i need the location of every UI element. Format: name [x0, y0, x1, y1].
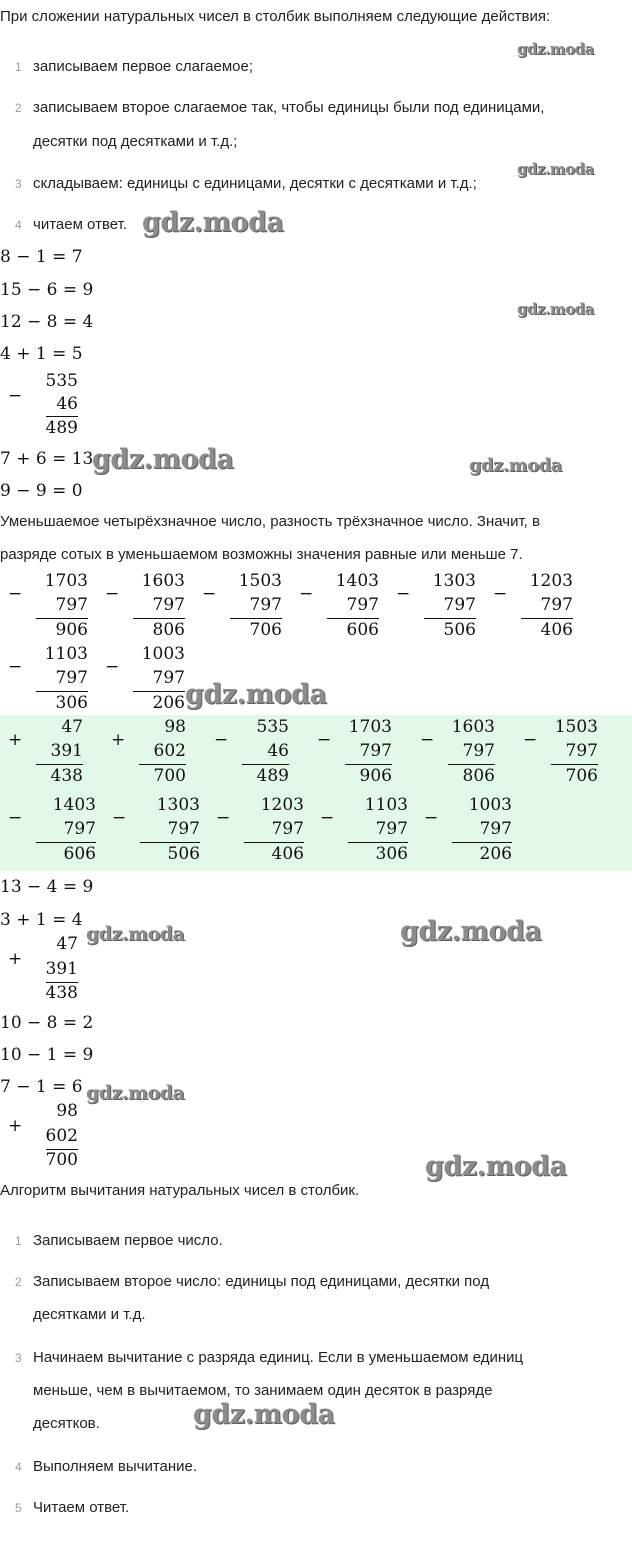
operand-bottom: 602	[45, 1126, 78, 1146]
operand-bottom: 797	[249, 595, 282, 615]
column-subtraction	[493, 572, 573, 644]
column-subtraction	[299, 572, 379, 644]
watermark: gdz.moda	[193, 1399, 335, 1430]
result: 806	[462, 766, 495, 786]
column-subtraction	[105, 572, 185, 644]
column-subtraction	[8, 796, 96, 868]
operand-bottom: 797	[565, 741, 598, 761]
step-text-continued: меньше, чем в вычитаемом, то занимаем один десяток в разряде	[33, 1382, 493, 1399]
column-addition	[8, 1102, 78, 1172]
result-line	[230, 618, 282, 619]
result-line	[36, 842, 96, 843]
operand-top: 1603	[141, 571, 185, 591]
equation: 12 − 8 = 4	[0, 312, 94, 332]
operator-sign: +	[8, 1116, 23, 1136]
operand-bottom: 46	[267, 741, 289, 761]
result: 306	[375, 844, 408, 864]
result: 506	[443, 620, 476, 640]
operand-top: 1003	[468, 795, 512, 815]
result: 506	[167, 844, 200, 864]
result-line	[521, 618, 573, 619]
watermark: gdz.moda	[517, 40, 594, 58]
column-subtraction	[8, 645, 88, 717]
operand-bottom: 797	[346, 595, 379, 615]
operand-top: 1703	[348, 717, 392, 737]
operand-bottom: 797	[63, 819, 96, 839]
operand-top: 1303	[156, 795, 200, 815]
result: 489	[45, 418, 78, 438]
operand-top: 535	[256, 717, 289, 737]
result-line	[133, 691, 185, 692]
operator-sign: −	[420, 730, 435, 750]
column-subtraction	[320, 796, 408, 868]
step-number: 2	[15, 1275, 22, 1289]
operator-sign: −	[320, 808, 335, 828]
column-addition	[8, 718, 83, 790]
explanation-text: Уменьшаемое четырёхзначное число, разность трёхзначное число. Значит, в	[0, 513, 540, 530]
operator-sign: −	[8, 657, 23, 677]
operand-top: 1103	[44, 644, 88, 664]
operand-top: 1403	[335, 571, 379, 591]
result: 406	[540, 620, 573, 640]
equation: 10 − 8 = 2	[0, 1013, 94, 1033]
operand-bottom: 797	[167, 819, 200, 839]
result: 206	[152, 693, 185, 713]
operand-bottom: 602	[153, 741, 186, 761]
operand-top: 47	[56, 934, 78, 954]
operator-sign: −	[396, 584, 411, 604]
result-line	[140, 842, 200, 843]
result: 906	[55, 620, 88, 640]
operator-sign: −	[8, 386, 23, 406]
column-addition	[8, 935, 78, 1005]
equation: 10 − 1 = 9	[0, 1045, 94, 1065]
operator-sign: −	[105, 657, 120, 677]
equation: 7 − 1 = 6	[0, 1077, 83, 1097]
operand-bottom: 797	[462, 741, 495, 761]
result: 700	[153, 766, 186, 786]
operator-sign: +	[8, 949, 23, 969]
result: 438	[50, 766, 83, 786]
equation: 4 + 1 = 5	[0, 344, 83, 364]
result: 206	[479, 844, 512, 864]
equation: 15 − 6 = 9	[0, 280, 94, 300]
operand-bottom: 46	[56, 394, 78, 414]
step-number: 1	[15, 60, 22, 74]
operand-bottom: 391	[50, 741, 83, 761]
operand-top: 1403	[52, 795, 96, 815]
operand-top: 1503	[554, 717, 598, 737]
equation: 3 + 1 = 4	[0, 910, 83, 930]
operator-sign: −	[523, 730, 538, 750]
step-text-continued: десятками и т.д.	[33, 1306, 146, 1323]
operand-top: 1203	[260, 795, 304, 815]
explanation-text: разряде сотых в уменьшаемом возможны значения равные или меньше 7.	[0, 546, 523, 563]
column-subtraction	[202, 572, 282, 644]
operand-top: 47	[61, 717, 83, 737]
operand-bottom: 797	[443, 595, 476, 615]
step-text: Начинаем вычитание с разряда единиц. Если в уменьшаемом единиц	[33, 1349, 524, 1366]
result-line	[424, 618, 476, 619]
column-subtraction	[112, 796, 200, 868]
result-line	[36, 618, 88, 619]
operand-top: 98	[164, 717, 186, 737]
step-number: 5	[15, 1501, 22, 1515]
step-text: Записываем второе число: единицы под единицами, десятки под	[33, 1273, 490, 1290]
step-number: 4	[15, 218, 22, 232]
result: 406	[271, 844, 304, 864]
result-line	[139, 764, 186, 765]
operand-top: 535	[45, 371, 78, 391]
step-number: 3	[15, 1351, 22, 1365]
operand-bottom: 797	[152, 668, 185, 688]
step-text: записываем первое слагаемое;	[33, 58, 254, 75]
column-subtraction	[317, 718, 392, 790]
step-number: 1	[15, 1234, 22, 1248]
column-subtraction	[8, 572, 88, 644]
result-line	[452, 842, 512, 843]
step-text-continued: десятков.	[33, 1415, 100, 1432]
column-subtraction	[424, 796, 512, 868]
result: 706	[249, 620, 282, 640]
watermark: gdz.moda	[142, 207, 284, 238]
operand-top: 1603	[451, 717, 495, 737]
watermark: gdz.moda	[86, 1082, 185, 1104]
operand-bottom: 797	[55, 595, 88, 615]
result: 700	[45, 1150, 78, 1170]
column-subtraction	[396, 572, 476, 644]
result-line	[327, 618, 379, 619]
result-line	[133, 618, 185, 619]
column-subtraction	[523, 718, 598, 790]
step-number: 3	[15, 177, 22, 191]
step-text: читаем ответ.	[33, 216, 127, 233]
step-number: 4	[15, 1460, 22, 1474]
result-line	[46, 416, 78, 417]
step-text-continued: десятки под десятками и т.д.;	[33, 133, 238, 150]
operand-top: 98	[56, 1101, 78, 1121]
result: 806	[152, 620, 185, 640]
operator-sign: −	[493, 584, 508, 604]
operand-bottom: 391	[45, 959, 78, 979]
step-text: записываем второе слагаемое так, чтобы единицы были под единицами,	[33, 99, 545, 116]
operand-bottom: 797	[152, 595, 185, 615]
operand-top: 1303	[432, 571, 476, 591]
operand-bottom: 797	[271, 819, 304, 839]
operand-top: 1203	[529, 571, 573, 591]
algorithm-title: Алгоритм вычитания натуральных чисел в столбик.	[0, 1182, 360, 1199]
watermark: gdz.moda	[92, 444, 234, 475]
operand-bottom: 797	[55, 668, 88, 688]
watermark: gdz.moda	[517, 160, 594, 178]
watermark: gdz.moda	[425, 1151, 567, 1182]
result-line	[448, 764, 495, 765]
result: 706	[565, 766, 598, 786]
operand-top: 1503	[238, 571, 282, 591]
operand-bottom: 797	[375, 819, 408, 839]
operand-bottom: 797	[540, 595, 573, 615]
result: 438	[45, 983, 78, 1003]
watermark: gdz.moda	[185, 679, 327, 710]
watermark: gdz.moda	[517, 300, 594, 318]
column-subtraction	[8, 370, 78, 440]
intro-text: При сложении натуральных чисел в столбик выполняем следующие действия:	[0, 8, 551, 25]
result: 606	[346, 620, 379, 640]
operator-sign: −	[299, 584, 314, 604]
operator-sign: −	[424, 808, 439, 828]
column-subtraction	[216, 796, 304, 868]
operator-sign: −	[317, 730, 332, 750]
result-line	[345, 764, 392, 765]
step-text: Записываем первое число.	[33, 1232, 223, 1249]
result-line	[348, 842, 408, 843]
result: 906	[359, 766, 392, 786]
step-number: 2	[15, 101, 22, 115]
step-text: Читаем ответ.	[33, 1499, 130, 1516]
operator-sign: +	[111, 730, 126, 750]
step-text: складываем: единицы с единицами, десятки с десятками и т.д.;	[33, 175, 477, 192]
equation: 8 − 1 = 7	[0, 247, 83, 267]
equation: 13 − 4 = 9	[0, 877, 94, 897]
operand-bottom: 797	[479, 819, 512, 839]
watermark: gdz.moda	[400, 916, 542, 947]
column-subtraction	[105, 645, 185, 717]
result-line	[36, 691, 88, 692]
operator-sign: −	[216, 808, 231, 828]
operator-sign: −	[202, 584, 217, 604]
result: 489	[256, 766, 289, 786]
operator-sign: −	[8, 808, 23, 828]
operator-sign: +	[8, 730, 23, 750]
result: 606	[63, 844, 96, 864]
result-line	[242, 764, 289, 765]
operator-sign: −	[105, 584, 120, 604]
operand-top: 1703	[44, 571, 88, 591]
column-subtraction	[214, 718, 289, 790]
operand-top: 1103	[364, 795, 408, 815]
equation: 7 + 6 = 13	[0, 449, 94, 469]
result-line	[244, 842, 304, 843]
result-line	[551, 764, 598, 765]
column-subtraction	[420, 718, 495, 790]
operand-top: 1003	[141, 644, 185, 664]
operator-sign: −	[112, 808, 127, 828]
watermark: gdz.moda	[469, 455, 562, 476]
column-addition	[111, 718, 186, 790]
operator-sign: −	[214, 730, 229, 750]
watermark: gdz.moda	[86, 923, 185, 945]
result: 306	[55, 693, 88, 713]
operand-bottom: 797	[359, 741, 392, 761]
operator-sign: −	[8, 584, 23, 604]
step-text: Выполняем вычитание.	[33, 1458, 198, 1475]
equation: 9 − 9 = 0	[0, 481, 83, 501]
result-line	[36, 764, 83, 765]
